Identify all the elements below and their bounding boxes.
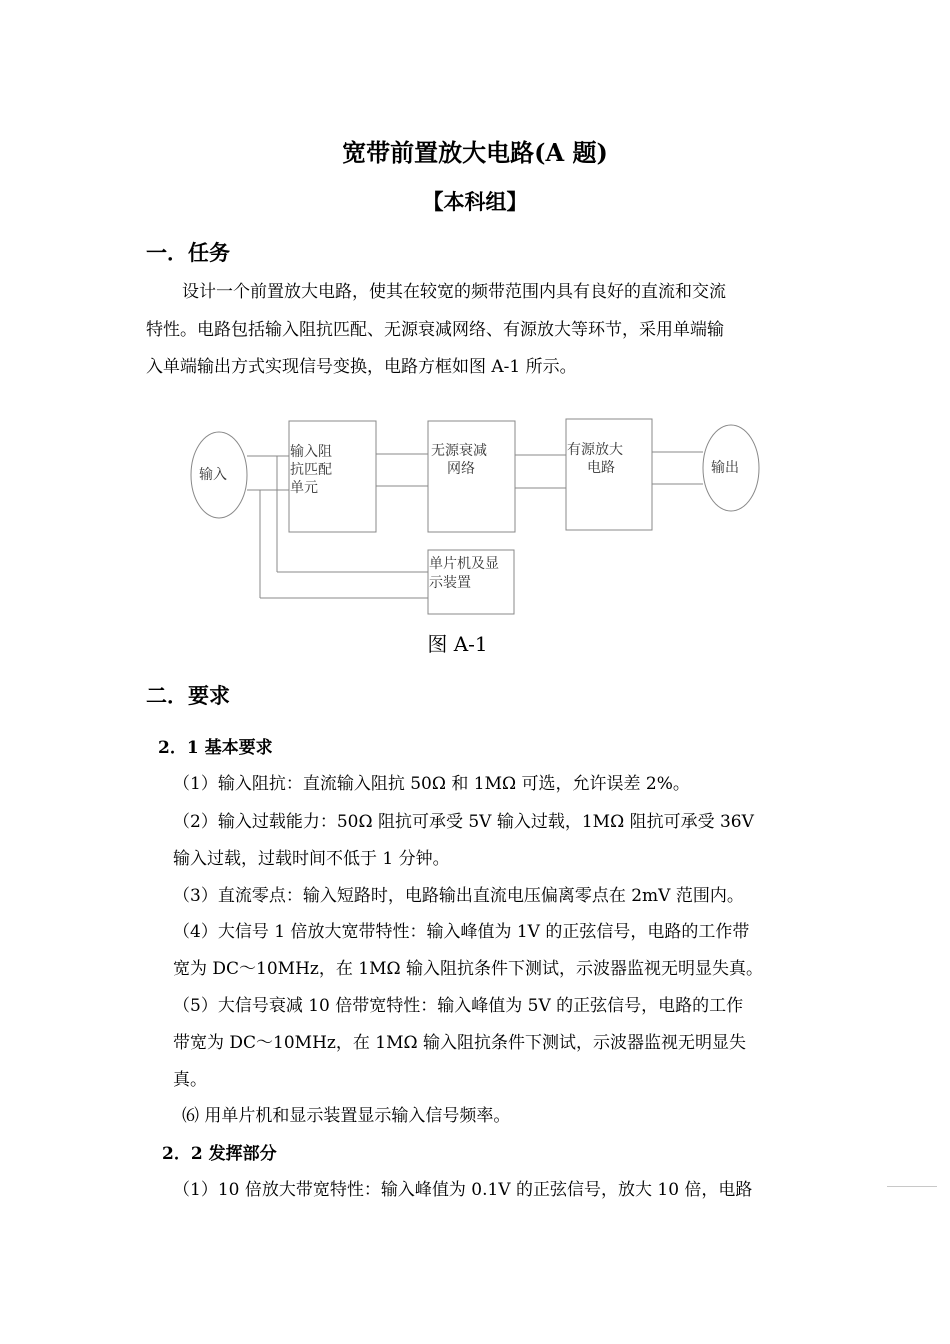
block1-line-2: 抗匹配 (290, 462, 332, 478)
section1-line-1: 设计一个前置放大电路，使其在较宽的频带范围内具有良好的直流和交流 (182, 282, 726, 302)
block4-line-2: 示装置 (429, 575, 471, 591)
req-line-3: 输入过载，过载时间不低于 1 分钟。 (173, 849, 450, 869)
block4-line-1: 单片机及显 (429, 556, 499, 572)
req-line-8: 带宽为 DC～10MHz，在 1MΩ 输入阻抗条件下测试，示波器监视无明显失 (173, 1033, 746, 1053)
output-label: 输出 (711, 460, 739, 476)
document-subtitle: 【本科组】 (422, 189, 528, 214)
input-label: 输入 (199, 467, 227, 483)
block1-line-3: 单元 (290, 480, 318, 496)
document-title: 宽带前置放大电路(A 题) (342, 138, 608, 167)
block2-line-1: 无源衰减 (431, 443, 487, 459)
req-line-9: 真。 (173, 1070, 207, 1090)
req-line-5: （4）大信号 1 倍放大宽带特性：输入峰值为 1V 的正弦信号，电路的工作带 (173, 922, 750, 942)
req-line-6: 宽为 DC～10MHz，在 1MΩ 输入阻抗条件下测试，示波器监视无明显失真。 (173, 959, 763, 979)
block1-line-1: 输入阻 (290, 444, 332, 460)
figure-caption: 图 A-1 (427, 632, 488, 656)
section1-line-2: 特性。电路包括输入阻抗匹配、无源衰减网络、有源放大等环节，采用单端输 (146, 320, 724, 340)
req-line-1: （1）输入阻抗：直流输入阻抗 50Ω 和 1MΩ 可选，允许误差 2%。 (173, 774, 690, 794)
page-edge-divider (887, 1186, 937, 1187)
section1-line-3: 入单端输出方式实现信号变换，电路方框如图 A-1 所示。 (146, 357, 577, 377)
section1-heading: 一．任务 (146, 240, 230, 265)
req-line-7: （5）大信号衰减 10 倍带宽特性：输入峰值为 5V 的正弦信号，电路的工作 (173, 996, 744, 1016)
req-line-2: （2）输入过载能力：50Ω 阻抗可承受 5V 输入过载，1MΩ 阻抗可承受 36V (173, 812, 754, 832)
block3-line-1: 有源放大 (567, 442, 623, 458)
req-line-10: ⑹ 用单片机和显示装置显示输入信号频率。 (182, 1106, 511, 1126)
basic-requirements-heading: 2．1 基本要求 (158, 738, 273, 758)
block3-line-2: 电路 (587, 460, 615, 476)
ext-line-1: （1）10 倍放大带宽特性：输入峰值为 0.1V 的正弦信号，放大 10 倍，电路 (173, 1180, 753, 1200)
block2-line-2: 网络 (447, 461, 475, 477)
extended-part-heading: 2．2 发挥部分 (162, 1144, 277, 1164)
section2-heading: 二．要求 (146, 683, 230, 708)
req-line-4: （3）直流零点：输入短路时，电路输出直流电压偏离零点在 2mV 范围内。 (173, 886, 744, 906)
